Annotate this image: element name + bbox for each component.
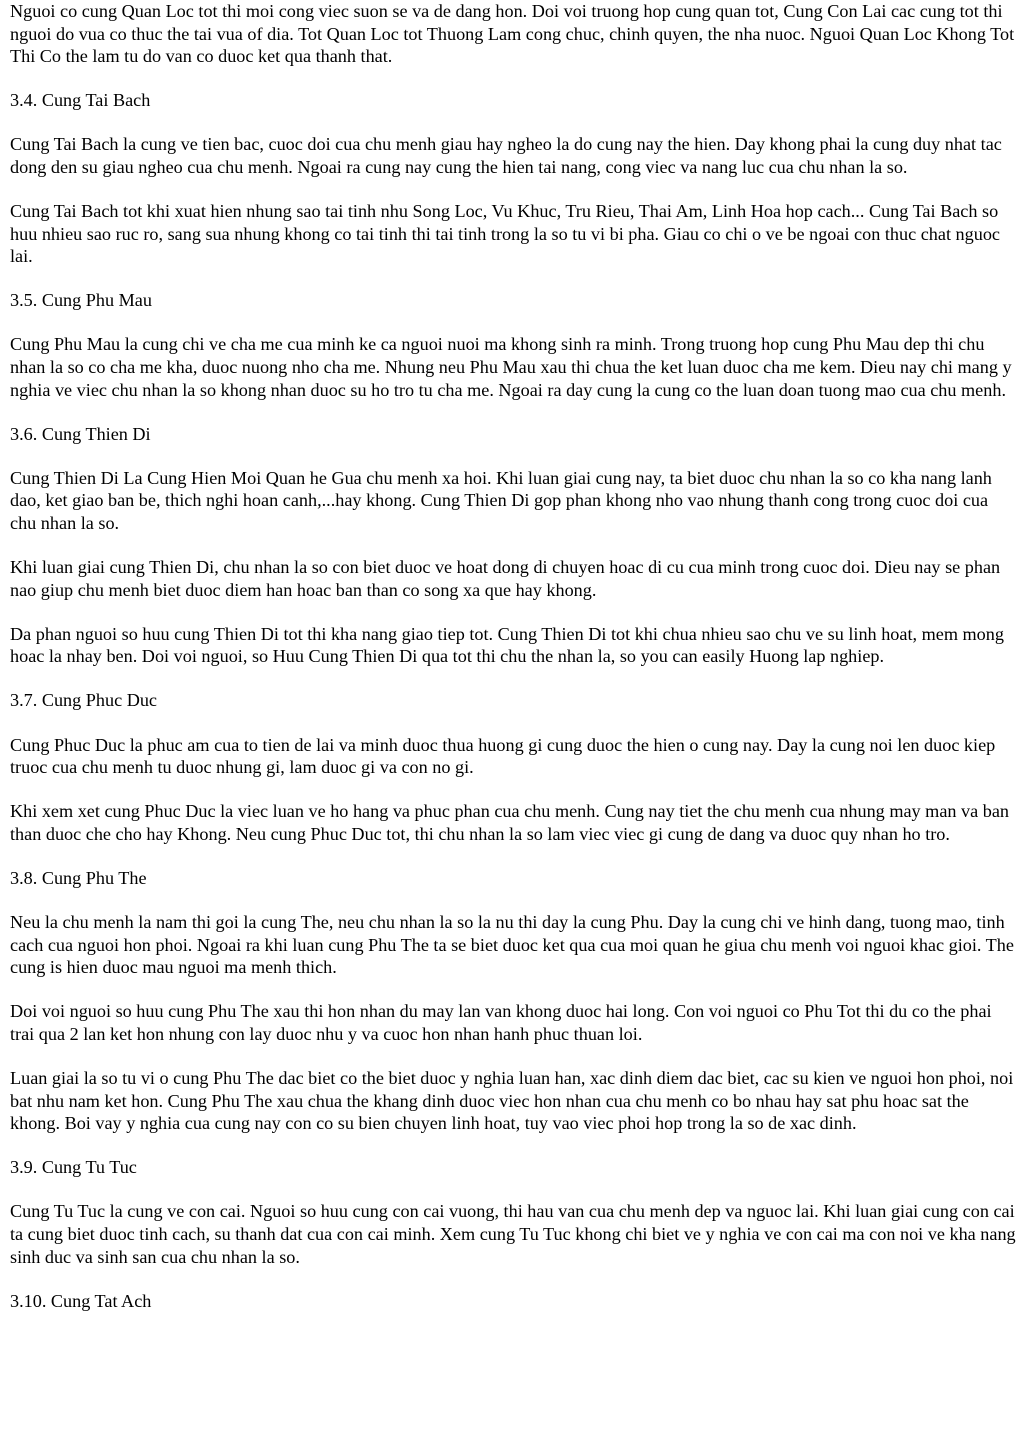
section-heading-phuc-duc: 3.7. Cung Phuc Duc — [10, 690, 158, 711]
section-heading-phu-the: 3.8. Cung Phu The — [10, 867, 147, 888]
paragraph-phu-the-2: Doi voi nguoi so huu cung Phu The xau thi hon nhan du may lan van khong duoc hai long. Con voi nguoi co Phu Tot thi du co the phai trai qua 2 lan ket hon nhung con lay duoc nhu y va cuoc hon nhan hanh phuc thuan loi. — [10, 1001, 992, 1044]
paragraph-quan-loc-end: Nguoi co cung Quan Loc tot thi moi cong viec suon se va de dang hon. Doi voi truong hop cung quan tot, Cung Con Lai cac cung tot thi nguoi do vua co thuc the tai vua of dia. Tot Quan Loc tot Thuong Lam cong chuc, chinh quyen, the nha nuoc. Nguoi Quan Loc Khong Tot Thi Co the lam tu do van co duoc ket qua thanh that. — [10, 1, 1015, 67]
paragraph-tai-bach-2: Cung Tai Bach tot khi xuat hien nhung sao tai tinh nhu Song Loc, Vu Khuc, Tru Rieu, Thai Am, Linh Hoa hop cach... Cung Tai Bach so huu nhieu sao ruc ro, sang sua nhung khong co tai tinh thi tai tinh trong la so tu vi bi pha. Giau co chi o ve be ngoai con thuc chat nguoc lai. — [10, 201, 1001, 267]
section-heading-tat-ach: 3.10. Cung Tat Ach — [10, 1290, 152, 1311]
section-heading-tai-bach: 3.4. Cung Tai Bach — [10, 90, 151, 111]
section-heading-phu-mau: 3.5. Cung Phu Mau — [10, 290, 152, 311]
paragraph-tu-tuc-1: Cung Tu Tuc la cung ve con cai. Nguoi so huu cung con cai vuong, thi hau van cua chu menh dep va nguoc lai. Khi luan giai cung con cai ta cung biet duoc tinh cach, su thanh dat cua con cai minh. Xem cung Tu Tuc khong chi biet ve y nghia ve con cai ma con noi ve kha nang sinh duc va sinh san cua chu nhan la so. — [10, 1201, 1016, 1267]
document-body — [10, 0, 1018, 1334]
section-heading-thien-di: 3.6. Cung Thien Di — [10, 423, 151, 444]
paragraph-thien-di-1: Cung Thien Di La Cung Hien Moi Quan he Gua chu menh xa hoi. Khi luan giai cung nay, ta biet duoc chu nhan la so co kha nang lanh dao, ket giao ban be, thich nghi hoan canh,...hay khong. Cung Thien Di gop phan khong nho vao nhung thanh cong trong cuoc doi cua chu nhan la so. — [10, 467, 992, 533]
paragraph-phu-the-1: Neu la chu menh la nam thi goi la cung The, neu chu nhan la so la nu thi day la cung Phu. Day la cung chi ve hinh dang, tuong mao, tinh cach cua nguoi hon phoi. Ngoai ra khi luan cung Phu The ta se biet duoc ket qua cua moi quan he giua chu menh voi nguoi khac gioi. The cung is hien duoc mau nguoi ma menh thich. — [10, 912, 1014, 978]
paragraph-phuc-duc-1: Cung Phuc Duc la phuc am cua to tien de lai va minh duoc thua huong gi cung duoc the hien o cung nay. Day la cung noi len duoc kiep truoc cua chu menh tu duoc nhung gi, lam duoc gi va con no gi. — [10, 734, 996, 778]
paragraph-thien-di-3: Da phan nguoi so huu cung Thien Di tot thi kha nang giao tiep tot. Cung Thien Di tot khi chua nhieu sao chu ve su linh hoat, mem mong hoac la nhay ben. Doi voi nguoi, so Huu Cung Thien Di qua tot thi chu the nhan la, so you can easily Huong lap nghiep. — [10, 623, 1004, 667]
paragraph-phu-mau-1: Cung Phu Mau la cung chi ve cha me cua minh ke ca nguoi nuoi ma khong sinh ra minh. Trong truong hop cung Phu Mau dep thi chu nhan la so co cha me kha, duoc nuong nho cha me. Nhung neu Phu Mau xau thi chua the ket luan duoc cha me kem. Dieu nay chi mang y nghia ve viec chu nhan la so khong nhan duoc su ho tro tu cha me. Ngoai ra day cung la cung co the luan doan tuong mao cua chu menh. — [10, 334, 1012, 400]
paragraph-phuc-duc-2: Khi xem xet cung Phuc Duc la viec luan ve ho hang va phuc phan cua chu menh. Cung nay tiet the chu menh cua nhung may man va ban than duoc che cho hay Khong. Neu cung Phuc Duc tot, thi chu nhan la so lam viec viec gi cung de dang va duoc quy nhan ho tro. — [10, 801, 1010, 844]
paragraph-thien-di-2: Khi luan giai cung Thien Di, chu nhan la so con biet duoc ve hoat dong di chuyen hoac di cu cua minh trong cuoc doi. Dieu nay se phan nao giup chu menh biet duoc diem han hoac ban than co song xa que hay khong. — [10, 557, 1001, 600]
paragraph-tai-bach-1: Cung Tai Bach la cung ve tien bac, cuoc doi cua chu menh giau hay ngheo la do cung nay the hien. Day khong phai la cung duy nhat tac dong den su giau ngheo cua chu menh. Ngoai ra cung nay cung the hien tai nang, cong viec va nang luc cua chu nhan la so. — [10, 134, 1002, 177]
paragraph-phu-the-3: Luan giai la so tu vi o cung Phu The dac biet co the biet duoc y nghia luan han, xac dinh diem dac biet, cac su kien ve nguoi hon phoi, noi bat nhu nam ket hon. Cung Phu The xau chua the khang dinh duoc viec hon nhan cua chu menh co bo nhau hay sat phu hoac sat the khong. Boi vay y nghia cua cung nay con co su bien chuyen linh hoat, tuy vao viec phoi hop trong la so de xac dinh. — [10, 1068, 1014, 1134]
section-heading-tu-tuc: 3.9. Cung Tu Tuc — [10, 1157, 137, 1178]
